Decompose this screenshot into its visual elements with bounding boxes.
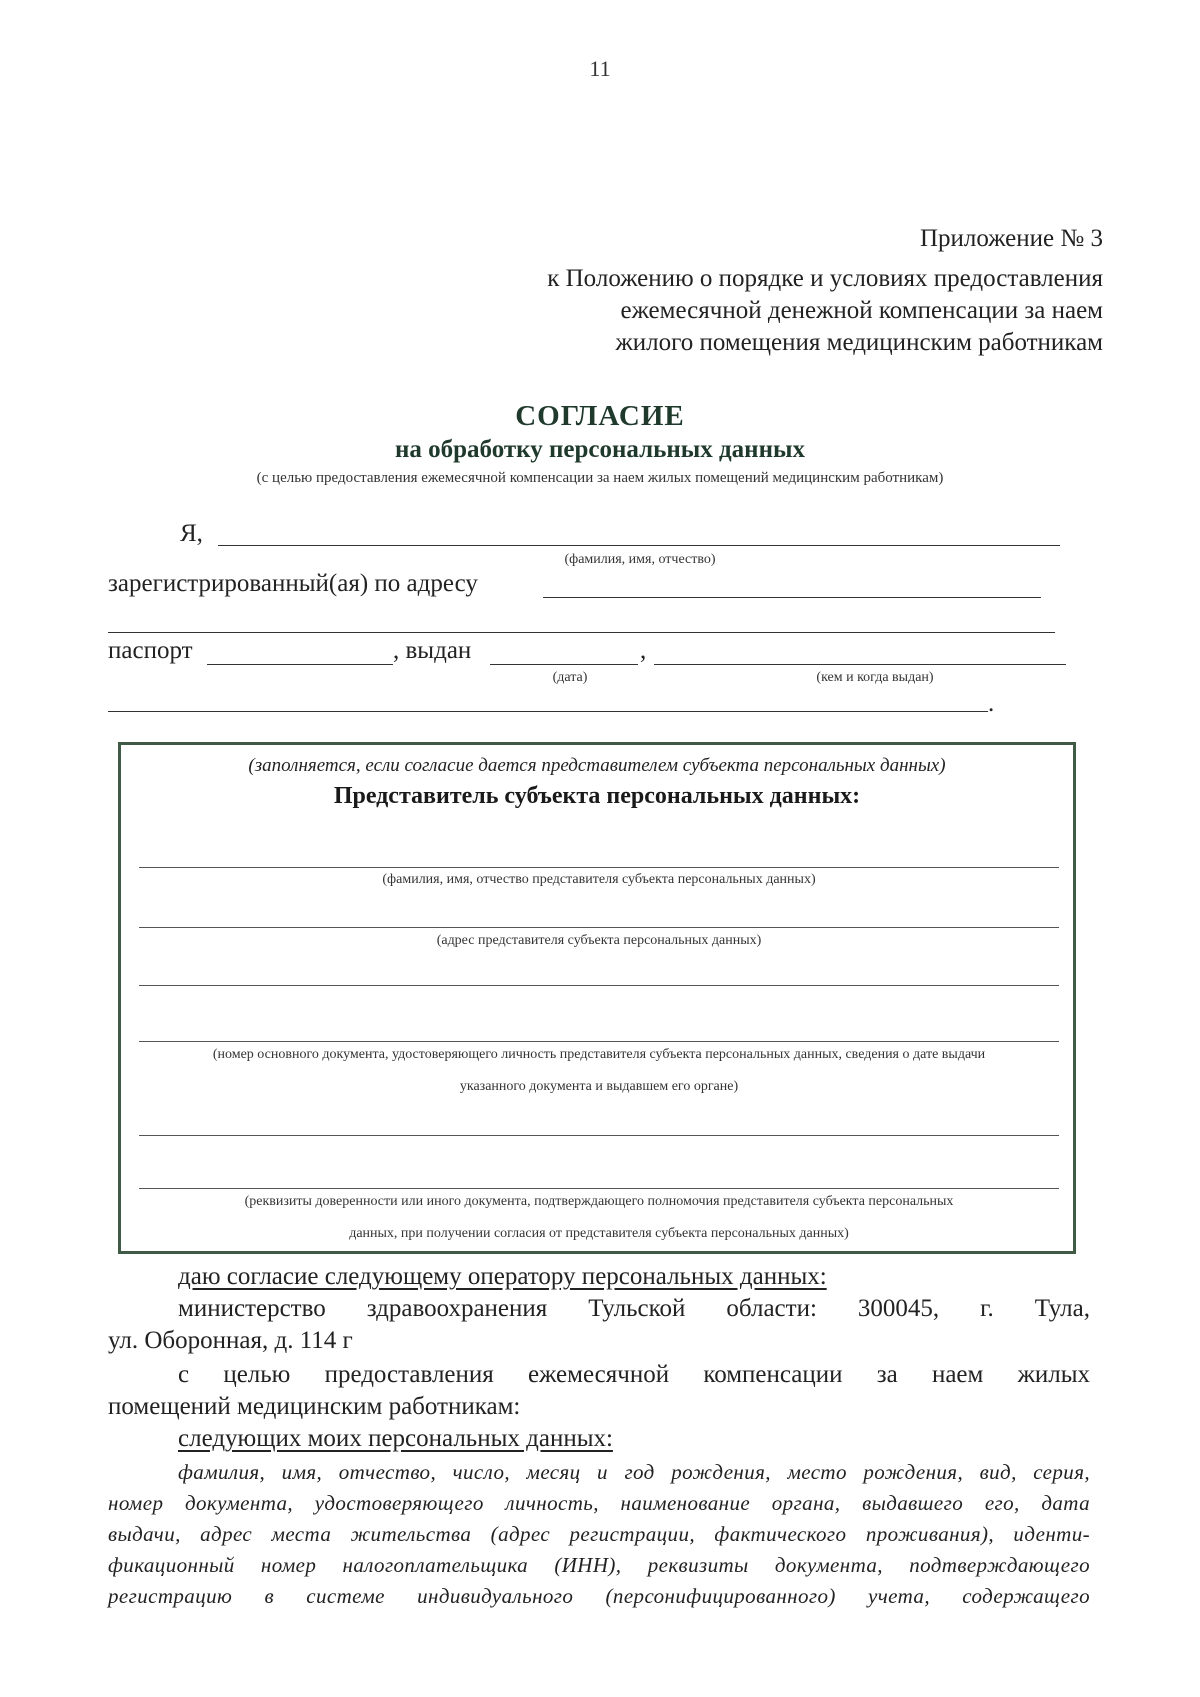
personal-data-heading: следующих моих персональных данных: [178, 1425, 613, 1452]
appendix-number: Приложение № 3 [919, 225, 1103, 252]
page-number: 11 [589, 56, 611, 81]
issued-by-field[interactable] [654, 664, 1066, 665]
appendix-line-3: ежемесячной денежной компенсации за наем [620, 297, 1103, 324]
operator-line-2: ул. Оборонная, д. 114 г [108, 1327, 353, 1354]
issued-label: , выдан [393, 637, 472, 664]
proxy-document-field[interactable] [139, 1135, 1059, 1136]
representative-section [118, 742, 1076, 1254]
passport-number-field[interactable] [207, 664, 393, 665]
i-label: Я, [180, 520, 203, 547]
fio-field[interactable] [218, 545, 1060, 546]
representative-address-field[interactable] [139, 927, 1059, 928]
proxy-document-caption-2: данных, при получении согласия от представителя субъекта персональных данных) [349, 1226, 849, 1241]
operator-line-1: министерство здравоохранения Тульской области: 300045, г. Тула, [178, 1295, 1090, 1322]
proxy-document-caption-1: (реквизиты доверенности или иного документа, подтверждающего полномочия представителя субъекта персональных [244, 1194, 954, 1209]
representative-address-caption: (адрес представителя субъекта персональных данных) [436, 933, 762, 948]
document-purpose-note: (с целью предоставления ежемесячной компенсации за наем жилых помещений медицинским работникам) [256, 470, 944, 486]
representative-document-caption-2: указанного документа и выдавшем его органе) [459, 1079, 739, 1094]
representative-document-caption-1: (номер основного документа, удостоверяющего личность представителя субъекта персональных данных, сведения о дате выдачи [212, 1047, 986, 1062]
proxy-document-field-line-2[interactable] [139, 1188, 1059, 1189]
personal-data-line-3: выдачи, адрес места жительства (адрес регистрации, фактического проживания), иденти- [108, 1522, 1090, 1546]
personal-data-line-5: регистрацию в системе индивидуального (персонифицированного) учета, содержащего [108, 1584, 1090, 1608]
purpose-line-2: помещений медицинским работникам: [108, 1393, 521, 1420]
passport-label: паспорт [108, 637, 193, 664]
personal-data-line-4: фикационный номер налогоплательщика (ИНН), реквизиты документа, подтверждающего [108, 1553, 1090, 1577]
document-subtitle: на обработку персональных данных [395, 436, 805, 463]
fio-caption: (фамилия, имя, отчество) [564, 552, 716, 567]
appendix-line-2: к Положению о порядке и условиях предоставления [547, 265, 1103, 292]
representative-title: Представитель субъекта персональных данных: [333, 783, 861, 809]
representative-document-field-line-2[interactable] [139, 1041, 1059, 1042]
address-field-line-2[interactable] [108, 632, 1055, 633]
personal-data-line-1: фамилия, имя, отчество, число, месяц и год рождения, место рождения, вид, серия, [178, 1460, 1090, 1484]
purpose-line-1: с целью предоставления ежемесячной компенсации за наем жилых [178, 1361, 1090, 1388]
address-field[interactable] [543, 597, 1041, 598]
registered-address-label: зарегистрированный(ая) по адресу [108, 570, 478, 597]
document-title: СОГЛАСИЕ [515, 400, 685, 432]
period-mark: . [988, 690, 995, 717]
representative-fio-field[interactable] [139, 867, 1059, 868]
issued-by-field-line-2[interactable] [108, 711, 988, 712]
representative-fio-caption: (фамилия, имя, отчество представителя субъекта персональных данных) [382, 872, 816, 887]
comma-separator: , [640, 637, 647, 664]
issue-date-field[interactable] [490, 664, 638, 665]
appendix-line-4: жилого помещения медицинским работникам [615, 329, 1103, 356]
issued-by-caption: (кем и когда выдан) [816, 670, 934, 685]
date-caption: (дата) [552, 670, 588, 685]
personal-data-line-2: номер документа, удостоверяющего личность, наименование органа, выдавшего его, дата [108, 1491, 1090, 1515]
representative-note: (заполняется, если согласие дается представителем субъекта персональных данных) [248, 755, 946, 776]
consent-operator-heading: даю согласие следующему оператору персональных данных: [178, 1263, 827, 1290]
representative-document-field[interactable] [139, 985, 1059, 986]
